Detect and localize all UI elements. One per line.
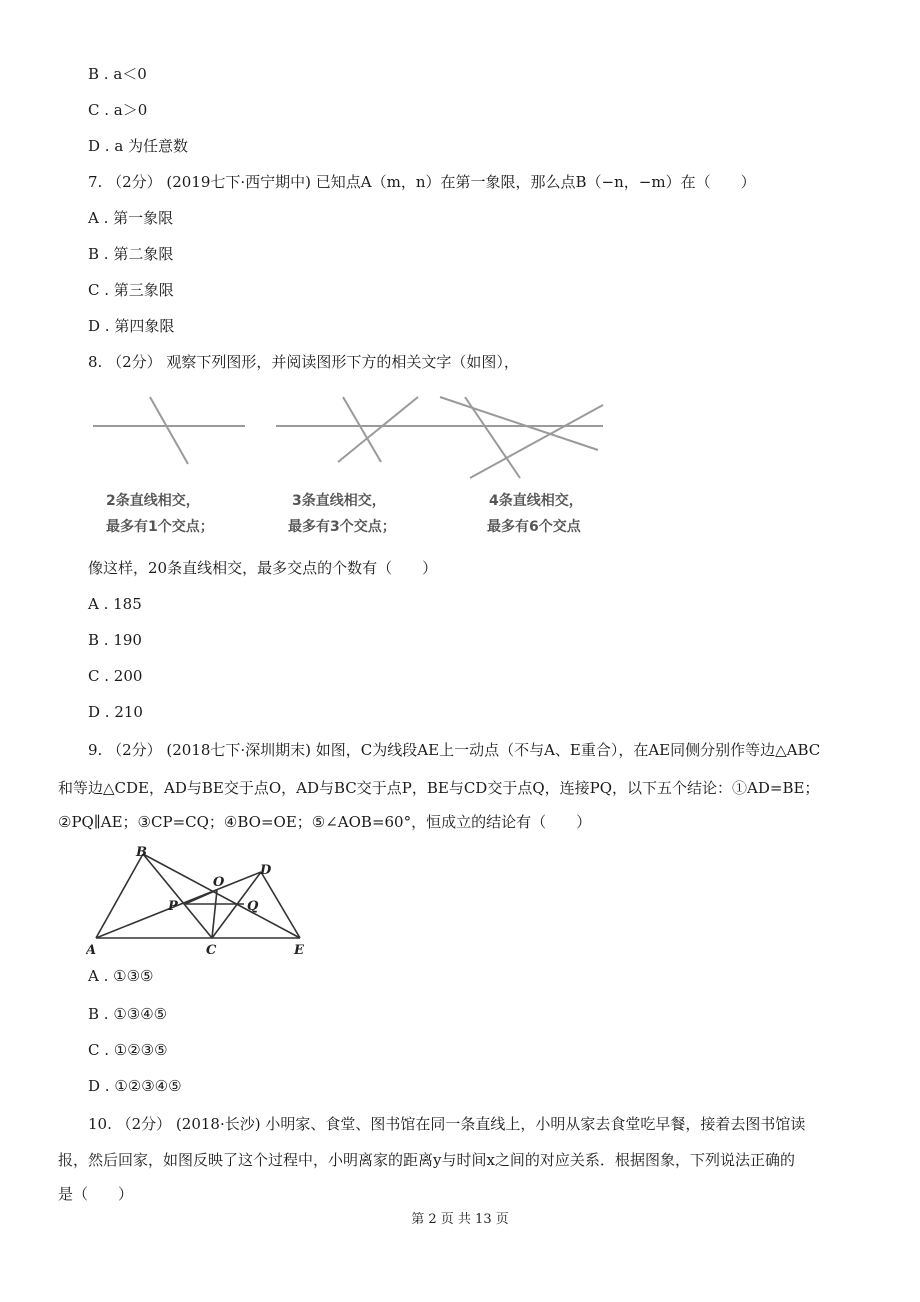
- q8-line-figures: [88, 392, 618, 492]
- q9-label-o: O: [213, 875, 225, 890]
- q9-label-c: C: [206, 943, 217, 957]
- q9-label-p: P: [168, 899, 178, 914]
- q8-question: 像这样，20条直线相交，最多交点的个数有（ ）: [88, 559, 438, 577]
- q9-stem-line3: ②PQ∥AE；③CP=CQ；④BO=OE；⑤∠AOB=60°，恒成立的结论有（ ）: [58, 813, 592, 831]
- q8-figure-3-caption-line1: 4条直线相交，: [489, 493, 583, 509]
- q9-stem-line1: 9. （2分） (2018七下·深圳期末) 如图，C为线段AE上一动点（不与A、E重合），在AE同侧分别作等边△ABC: [88, 741, 821, 759]
- page-footer: 第 2 页 共 13 页: [411, 1212, 509, 1227]
- q8-figure-3-caption-line2: 最多有6个交点: [487, 519, 581, 535]
- q8-figure-2-caption-line2: 最多有3个交点；: [288, 519, 396, 535]
- q6-option-d: D . a 为任意数: [88, 137, 189, 155]
- q8-figure-1-caption-line1: 2条直线相交，: [106, 493, 200, 509]
- q7-option-a: A . 第一象限: [88, 209, 174, 227]
- q8-figure-2-caption-line1: 3条直线相交，: [292, 493, 386, 509]
- q8-option-a: A . 185: [88, 595, 142, 613]
- q10-stem-line1: 10. （2分） (2018·长沙) 小明家、食堂、图书馆在同一条直线上，小明从家去食堂吃早餐，接着去图书馆读: [88, 1115, 806, 1133]
- q6-option-c: C . a＞0: [88, 101, 148, 119]
- q9-option-b: B . ①③④⑤: [88, 1005, 168, 1023]
- q10-stem-line3: 是（ ）: [58, 1185, 134, 1203]
- q6-option-b: B . a＜0: [88, 65, 147, 83]
- q9-label-b: B: [136, 845, 147, 860]
- q9-geometry-figure: [86, 842, 316, 957]
- q7-option-c: C . 第三象限: [88, 281, 174, 299]
- q8-figure-1-caption-line2: 最多有1个交点；: [106, 519, 214, 535]
- q8-option-b: B . 190: [88, 631, 142, 649]
- q9-option-c: C . ①②③⑤: [88, 1041, 168, 1059]
- q8-stem: 8. （2分） 观察下列图形，并阅读图形下方的相关文字（如图），: [88, 353, 519, 371]
- q7-option-b: B . 第二象限: [88, 245, 174, 263]
- q9-label-a: A: [86, 943, 97, 957]
- q9-stem-line2: 和等边△CDE，AD与BE交于点O，AD与BC交于点P，BE与CD交于点Q，连接PQ，以下五个结论：①AD=BE；: [58, 779, 820, 797]
- q9-label-e: E: [294, 943, 304, 957]
- q10-stem-line2: 报，然后回家，如图反映了这个过程中，小明离家的距离y与时间x之间的对应关系．根据图象，下列说法正确的: [58, 1151, 795, 1169]
- q9-label-q: Q: [247, 899, 259, 914]
- q9-option-a: A . ①③⑤: [88, 967, 154, 985]
- q7-stem: 7. （2分） (2019七下·西宁期中) 已知点A（m，n）在第一象限，那么点B（−n，−m）在（ ）: [88, 173, 756, 191]
- q8-option-d: D . 210: [88, 703, 143, 721]
- q7-option-d: D . 第四象限: [88, 317, 175, 335]
- q8-option-c: C . 200: [88, 667, 143, 685]
- q9-option-d: D . ①②③④⑤: [88, 1077, 182, 1095]
- q9-label-d: D: [260, 863, 272, 878]
